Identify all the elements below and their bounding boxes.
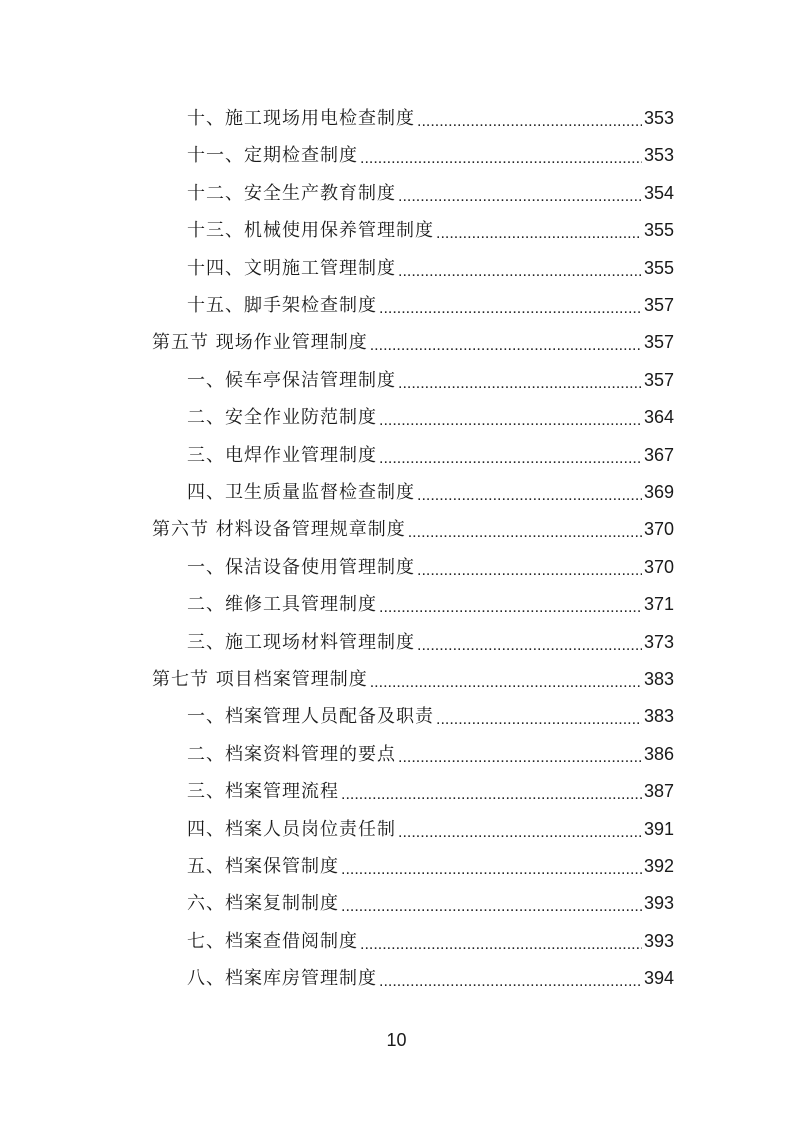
- toc-entry-page: 357: [643, 295, 674, 315]
- toc-entry-page: 370: [643, 556, 674, 577]
- toc-entry[interactable]: [187, 100, 674, 137]
- toc-entry-page: 354: [643, 182, 674, 203]
- toc-entry[interactable]: [187, 362, 674, 399]
- toc-entry[interactable]: [187, 437, 674, 474]
- toc-dot-leader: [408, 514, 642, 551]
- toc-entry-page: 373: [643, 631, 674, 652]
- toc-dot-leader: [370, 664, 642, 701]
- page-number: 10: [386, 1030, 407, 1050]
- toc-entry[interactable]: [187, 250, 674, 287]
- toc-entry[interactable]: [187, 698, 674, 735]
- toc-dot-leader: [370, 327, 642, 364]
- toc-entry-title: 三、档案管理流程: [187, 781, 339, 803]
- toc-entry-title: 六、档案复制制度: [187, 893, 339, 915]
- toc-entry[interactable]: [187, 811, 674, 848]
- toc-section-entry[interactable]: [152, 324, 674, 361]
- toc-entry[interactable]: [187, 960, 674, 997]
- toc-dot-leader: [398, 178, 642, 215]
- toc-dot-leader: [360, 926, 642, 963]
- toc-entry-title: 三、施工现场材料管理制度: [187, 631, 415, 653]
- toc-dot-leader: [379, 963, 642, 1000]
- toc-entry-title: 第五节 现场作业管理制度: [152, 332, 368, 354]
- toc-entry-title: 十一、定期检查制度: [187, 145, 358, 167]
- toc-entry-page: 364: [643, 407, 674, 428]
- toc-entry-title: 七、档案查借阅制度: [187, 930, 358, 952]
- toc-entry-title: 三、电焊作业管理制度: [187, 444, 377, 466]
- toc-entry[interactable]: [187, 287, 674, 324]
- toc-section-entry[interactable]: [152, 661, 674, 698]
- toc-entry-page: 369: [643, 482, 674, 502]
- toc-entry-title: 一、档案管理人员配备及职责: [187, 706, 434, 728]
- toc-entry[interactable]: [187, 549, 674, 586]
- toc-dot-leader: [341, 851, 642, 888]
- toc-entry[interactable]: [187, 212, 674, 249]
- toc-entry[interactable]: [187, 736, 674, 773]
- toc-entry-page: 393: [643, 930, 674, 951]
- toc-entry-page: 355: [643, 220, 674, 241]
- toc-entry-title: 二、档案资料管理的要点: [187, 743, 396, 765]
- toc-entry-title: 十二、安全生产教育制度: [187, 182, 396, 204]
- toc-dot-leader: [398, 253, 642, 290]
- toc-entry[interactable]: [187, 137, 674, 174]
- toc-entry[interactable]: [187, 175, 674, 212]
- toc-entry-title: 十四、文明施工管理制度: [187, 257, 396, 279]
- toc-dot-leader: [398, 814, 642, 851]
- toc-entry-title: 十三、机械使用保养管理制度: [187, 220, 434, 242]
- toc-entry-page: 383: [643, 706, 674, 727]
- toc-entry[interactable]: [187, 624, 674, 661]
- toc-entry-title: 第六节 材料设备管理规章制度: [152, 519, 406, 541]
- toc-dot-leader: [398, 739, 642, 776]
- toc-entry-title: 四、卫生质量监督检查制度: [187, 482, 415, 503]
- toc-entry-page: 393: [643, 893, 674, 914]
- toc-entry-page: 370: [643, 519, 674, 540]
- toc-entry[interactable]: [187, 586, 674, 623]
- toc-entry-page: 371: [643, 594, 674, 615]
- toc-entry[interactable]: [187, 399, 674, 436]
- toc-entry-page: 391: [643, 818, 674, 839]
- toc-dot-leader: [379, 440, 642, 477]
- toc-entry-title: 十、施工现场用电检查制度: [187, 108, 415, 129]
- toc-entry[interactable]: [187, 848, 674, 885]
- toc-section-entry[interactable]: [152, 511, 674, 548]
- toc-dot-leader: [436, 701, 642, 738]
- toc-entry[interactable]: [187, 885, 674, 922]
- toc-entry-page: 357: [643, 369, 674, 390]
- toc-entry[interactable]: [187, 773, 674, 810]
- toc-dot-leader: [379, 290, 642, 327]
- toc-entry-page: 394: [643, 968, 674, 989]
- toc-entry-page: 353: [643, 145, 674, 166]
- toc-entry-title: 四、档案人员岗位责任制: [187, 818, 396, 840]
- toc-entry[interactable]: [187, 923, 674, 960]
- toc-dot-leader: [341, 776, 642, 813]
- toc-entry-page: 357: [643, 332, 674, 353]
- toc-entry-title: 一、候车亭保洁管理制度: [187, 369, 396, 391]
- toc-dot-leader: [398, 365, 642, 402]
- toc-entry-page: 383: [643, 669, 674, 689]
- toc-dot-leader: [417, 627, 642, 664]
- toc-entry-title: 十五、脚手架检查制度: [187, 295, 377, 316]
- toc-entry-page: 392: [643, 856, 674, 876]
- toc-entry-page: 355: [643, 257, 674, 278]
- toc-entry-title: 第七节 项目档案管理制度: [152, 669, 368, 690]
- toc-dot-leader: [436, 215, 642, 252]
- toc-entry-title: 二、维修工具管理制度: [187, 594, 377, 616]
- toc-dot-leader: [360, 140, 642, 177]
- toc-entry-title: 五、档案保管制度: [187, 856, 339, 877]
- toc-entry-page: 353: [643, 108, 674, 128]
- toc-dot-leader: [379, 402, 642, 439]
- toc-dot-leader: [417, 477, 642, 514]
- toc-dot-leader: [341, 888, 642, 925]
- toc-dot-leader: [417, 552, 642, 589]
- toc-entry-title: 八、档案库房管理制度: [187, 968, 377, 990]
- toc-entry-page: 387: [643, 781, 674, 802]
- toc-entry-page: 386: [643, 743, 674, 764]
- toc-dot-leader: [417, 103, 642, 140]
- toc-entry[interactable]: [187, 474, 674, 511]
- toc-entry-title: 二、安全作业防范制度: [187, 407, 377, 429]
- toc-entry-page: 367: [643, 444, 674, 465]
- toc-entry-title: 一、保洁设备使用管理制度: [187, 556, 415, 578]
- toc-dot-leader: [379, 589, 642, 626]
